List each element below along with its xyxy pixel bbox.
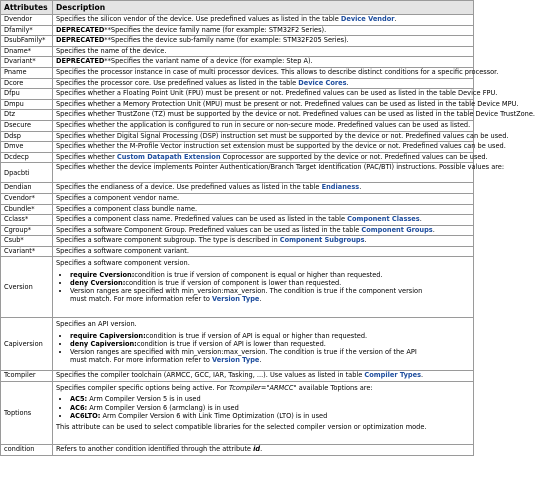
attribute-description — [53, 236, 474, 247]
deprecated-label: DEPRECATED — [56, 36, 105, 45]
description-text: Specifies whether the device implements Pointer Authentication/Branch Target Identification (PAC/BTI) instructions. Possible values are: — [56, 163, 505, 172]
description-text: Specifies a software Component Group. Predefined values can be used as listed in the table — [56, 225, 362, 234]
attribute-description — [53, 257, 474, 318]
attribute-description — [53, 46, 474, 57]
attribute-description — [53, 78, 474, 89]
bullet-item — [70, 279, 470, 287]
reference-link[interactable]: Custom Datapath Extension — [116, 152, 221, 161]
description-text: Specifies compiler specific options being active. For — [56, 384, 229, 393]
header-description: Description — [53, 1, 474, 15]
bullet-list — [70, 395, 470, 420]
table-row — [1, 215, 474, 226]
description-intro: Specifies a software component version. — [56, 259, 190, 268]
description-text: **Specifies the variant name of a device (for example: Step A). — [104, 57, 313, 66]
description-text: Specifies the endianess of a device. Use predefined values as listed in the table — [56, 183, 322, 192]
description-text: Specifies a component class bundle name. — [56, 204, 198, 213]
attribute-name: Dpacbti — [1, 163, 53, 183]
attribute-name: Cvariant* — [1, 246, 53, 257]
attribute-description — [53, 193, 474, 204]
attribute-name: DsubFamily* — [1, 36, 53, 47]
version-type-link[interactable]: Version Type — [212, 295, 260, 304]
bullet-text: . — [259, 295, 262, 304]
bullet-item — [70, 340, 470, 348]
attribute-name: Dfamily* — [1, 25, 53, 36]
attribute-name: Dcore — [1, 78, 53, 89]
description-text: Specifies whether a Floating Point Unit (FPU) must be present or not. Predefined values can be used as listed in the table Device FPU. — [56, 89, 498, 98]
table-row — [1, 78, 474, 89]
description-text: Specifies the compiler toolchain (ARMCC, GCC, IAR, Tasking, ...). Use values as listed in table — [56, 371, 365, 380]
bullet-item — [70, 395, 470, 403]
description-text: . — [364, 236, 367, 245]
bullet-keyword: deny Capiversion: — [70, 339, 137, 348]
description-text: . — [432, 225, 435, 234]
table-row — [1, 57, 474, 68]
description-text: Specifies whether the application is configured to run in secure or non-secure mode. Predefined values can be used as listed. — [56, 120, 471, 129]
description-text: Specifies a component vendor name. — [56, 193, 180, 202]
bullet-text: condition is true if version of API is equal or higher than requested. — [145, 331, 368, 340]
attribute-description — [53, 445, 474, 456]
attribute-description — [53, 371, 474, 382]
reference-link[interactable]: Endianess — [321, 183, 360, 192]
attribute-name: Pname — [1, 67, 53, 78]
attribute-name: Toptions — [1, 382, 53, 445]
description-text: . — [359, 183, 362, 192]
description-outro: This attribute can be used to select compatible libraries for the selected compiler version or optimization mode. — [56, 423, 427, 431]
attribute-name: Dvariant* — [1, 57, 53, 68]
table-row — [1, 25, 474, 36]
description-text: . — [346, 78, 349, 87]
description-text: Specifies the processor instance in case of multi processor devices. This allows to describe distinct conditions for a specific processor. — [56, 67, 499, 76]
table-row — [1, 371, 474, 382]
attribute-description — [53, 131, 509, 142]
bullet-keyword: require Cversion: — [70, 270, 135, 279]
attribute-description — [53, 246, 474, 257]
attribute-description — [53, 99, 519, 110]
bullet-text: Arm Compiler Version 6 with Link Time Optimization (LTO) is in used — [100, 411, 328, 420]
attribute-name: Csub* — [1, 236, 53, 247]
table-row — [1, 46, 474, 57]
bullet-item — [70, 332, 470, 340]
attribute-name: Dcdecp — [1, 152, 53, 163]
attribute-name: Cversion — [1, 257, 53, 318]
table-row — [1, 131, 474, 142]
table-row-toptions — [1, 382, 474, 445]
attribute-name: Dtz — [1, 110, 53, 121]
description-text: Refers to another condition identified through the attribute — [56, 445, 254, 454]
attribute-description — [53, 67, 499, 78]
deprecated-label: DEPRECATED — [56, 25, 105, 34]
attribute-name: Dfpu — [1, 89, 53, 100]
compiler-types-link[interactable]: Compiler Types — [364, 371, 422, 380]
attribute-name: Dvendor — [1, 15, 53, 26]
table-row-cversion — [1, 257, 474, 318]
attribute-name: Capiversion — [1, 318, 53, 371]
reference-link[interactable]: Device Cores — [298, 78, 347, 87]
description-intro: Specifies an API version. — [56, 320, 137, 329]
bullet-keyword: AC5: — [70, 395, 88, 404]
attribute-description — [53, 382, 474, 445]
bullet-text: Version ranges are specified with min_version:max_version. The condition is true if the component version — [70, 287, 423, 296]
table-row — [1, 67, 474, 78]
description-text: . — [419, 215, 422, 224]
bullet-keyword: AC6: — [70, 403, 88, 412]
description-text: Specifies the name of the device. — [56, 46, 167, 55]
table-row — [1, 236, 474, 247]
description-text: . — [394, 15, 397, 23]
attribute-description — [53, 163, 505, 183]
reference-link[interactable]: Component Groups — [361, 225, 433, 234]
table-row — [1, 99, 474, 110]
attribute-name: Dmve — [1, 142, 53, 153]
description-text: Specifies a software component variant. — [56, 246, 189, 255]
description-text: Specifies whether Digital Signal Processing (DSP) instruction set must be supported by the device or not. Predefined values can be used. — [56, 131, 509, 140]
description-text: Coprocessor are supported by the device or not. Predefined values can be used. — [220, 152, 488, 161]
table-row — [1, 204, 474, 215]
attribute-name: Dmpu — [1, 99, 53, 110]
attribute-name: Cclass* — [1, 215, 53, 226]
bullet-item — [70, 287, 470, 303]
bullet-text: Arm Compiler Version 6 (armclang) is in used — [87, 403, 239, 412]
toptions-example: Tcompiler="ARMCC" — [228, 384, 297, 393]
description-text: **Specifies the device family name (for example: STM32F2 Series). — [104, 25, 327, 34]
attribute-description — [53, 318, 474, 371]
table-row — [1, 36, 474, 47]
attribute-description — [53, 225, 474, 236]
description-text: Specifies the processor core. Use predefined values as listed in the table — [56, 78, 299, 87]
bullet-text: condition is true if version of component is equal or higher than requested. — [134, 270, 383, 279]
table-row — [1, 15, 474, 26]
attribute-name: Cvendor* — [1, 193, 53, 204]
description-text: Specifies whether the M-Profile Vector instruction set extension must be supported by the device or not. Predefined values can be used. — [56, 142, 506, 151]
bullet-text: Arm Compiler Version 5 is in used — [87, 395, 201, 404]
attribute-description — [53, 15, 474, 26]
attribute-name: Dsecure — [1, 120, 53, 131]
version-type-link[interactable]: Version Type — [212, 356, 260, 365]
description-text: available Toptions are: — [296, 384, 373, 393]
reference-link[interactable]: Device Vendor — [340, 15, 395, 23]
description-text: . — [260, 445, 263, 454]
bullet-item — [70, 271, 470, 279]
bullet-item — [70, 412, 470, 420]
attribute-description — [53, 215, 474, 226]
table-row — [1, 89, 474, 100]
description-text: Specifies a component class name. Predefined values can be used as listed in the table — [56, 215, 348, 224]
table-row — [1, 163, 474, 183]
bullet-text: . — [259, 356, 262, 365]
attribute-name: Dname* — [1, 46, 53, 57]
deprecated-label: DEPRECATED — [56, 57, 105, 66]
attribute-description — [53, 204, 474, 215]
attribute-description — [53, 57, 474, 68]
table-row — [1, 152, 474, 163]
table-row — [1, 225, 474, 236]
bullet-keyword: require Capiversion: — [70, 331, 146, 340]
bullet-item — [70, 404, 470, 412]
attribute-name: Dendian — [1, 183, 53, 194]
bullet-item — [70, 348, 470, 364]
description-text: Specifies a software component subgroup. The type is described in — [56, 236, 280, 245]
attribute-name: Cbundle* — [1, 204, 53, 215]
attribute-description — [53, 25, 474, 36]
attribute-name: Ddsp — [1, 131, 53, 142]
description-text: . — [421, 371, 424, 380]
header-attributes: Attributes — [1, 1, 53, 15]
reference-link[interactable]: Component Classes — [347, 215, 420, 224]
bullet-text: must match. For more information refer to — [70, 356, 213, 365]
id-attribute: id — [253, 445, 261, 454]
table-row — [1, 183, 474, 194]
bullet-text: Version ranges are specified with min_version:max_version. The condition is true if the version of the API — [70, 348, 417, 357]
bullet-keyword: AC6LTO: — [70, 411, 101, 420]
bullet-keyword: deny Cversion: — [70, 278, 126, 287]
description-text: Specifies whether — [56, 152, 117, 161]
bullet-text: must match. For more information refer to — [70, 295, 213, 304]
attribute-description — [53, 110, 535, 121]
attribute-description — [53, 89, 498, 100]
table-row — [1, 193, 474, 204]
attribute-description — [53, 142, 506, 153]
description-text: **Specifies the device sub-family name (for example: STM32F205 Series). — [104, 36, 349, 45]
bullet-list — [70, 271, 470, 304]
table-row — [1, 142, 474, 153]
attribute-description — [53, 183, 474, 194]
table-row — [1, 445, 474, 456]
bullet-text: condition is true if version of component is lower than requested. — [125, 278, 342, 287]
bullet-text: condition is true if version of API is lower than requested. — [136, 339, 326, 348]
table-header-row — [1, 1, 474, 15]
table-row — [1, 246, 474, 257]
description-text: Specifies whether TrustZone (TZ) must be supported by the device or not. Predefined values can be used as listed in the table Device TrustZone. — [56, 110, 535, 119]
table-row — [1, 120, 474, 131]
table-row-capiversion — [1, 318, 474, 371]
reference-link[interactable]: Component Subgroups — [279, 236, 365, 245]
description-text: Specifies whether a Memory Protection Unit (MPU) must be present or not. Predefined values can be used as listed in the table Device MPU. — [56, 99, 519, 108]
attribute-name: condition — [1, 445, 53, 456]
attribute-description — [53, 152, 488, 163]
description-intro — [56, 384, 470, 392]
attribute-description — [53, 120, 474, 131]
description-text: Specifies the silicon vendor of the device. Use predefined values as listed in the table — [56, 15, 341, 23]
bullet-list — [70, 332, 470, 365]
attribute-description — [53, 36, 474, 47]
attribute-name: Cgroup* — [1, 225, 53, 236]
table-row — [1, 110, 474, 121]
attribute-name: Tcompiler — [1, 371, 53, 382]
